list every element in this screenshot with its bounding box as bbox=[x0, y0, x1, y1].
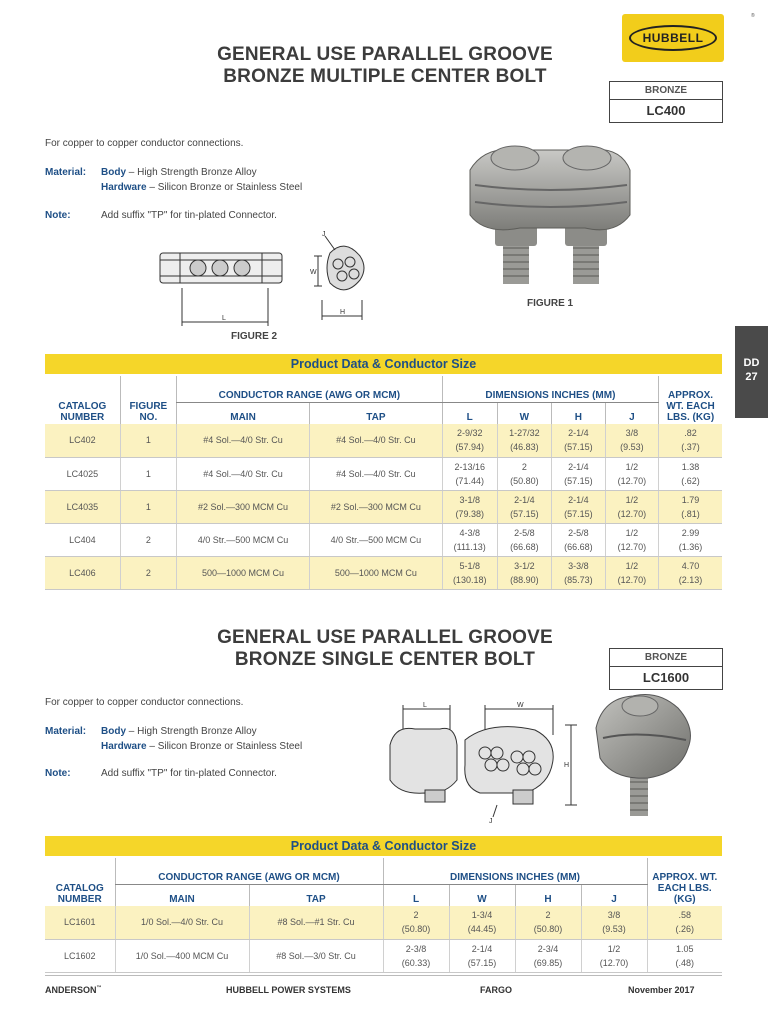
logo-oval bbox=[629, 25, 717, 51]
section2-code-box bbox=[609, 648, 723, 690]
dim-l-cell-inches: 2-13/16 bbox=[454, 461, 485, 472]
header-catalog: CATALOG NUMBER bbox=[58, 401, 107, 423]
figure2-drawing bbox=[150, 228, 380, 333]
main-range-cell: #4 Sol.—4/0 Str. Cu bbox=[177, 457, 310, 490]
main-range-cell: #4 Sol.—4/0 Str. Cu bbox=[177, 424, 310, 457]
section2-hardware-line bbox=[101, 741, 302, 752]
section2-code-label: BRONZE bbox=[610, 649, 722, 667]
header-h: H bbox=[552, 402, 606, 424]
weight-cell bbox=[659, 556, 722, 589]
dim-w-cell-inches: 3-1/2 bbox=[514, 560, 535, 571]
section1-note-text: Add suffix "TP" for tin-plated Connector. bbox=[101, 210, 277, 221]
s2-header-main: MAIN bbox=[115, 884, 249, 906]
dim-l-cell-metric: (130.18) bbox=[452, 574, 487, 585]
weight-cell bbox=[647, 939, 722, 972]
dim-h-cell-inches: 2 bbox=[545, 910, 551, 921]
dim-j-cell-metric: (12.70) bbox=[617, 508, 647, 519]
tap-range-cell: #8 Sol.—3/0 Str. Cu bbox=[249, 939, 383, 972]
header-weight: APPROX. WT. EACH LBS. (KG) bbox=[659, 376, 722, 424]
dim-h-cell-metric: (85.73) bbox=[564, 574, 593, 585]
dim-w-cell-metric: (44.45) bbox=[467, 924, 497, 935]
dim-l-cell-inches: 2-9/32 bbox=[456, 428, 483, 439]
figure-number-cell: 1 bbox=[120, 457, 176, 490]
section2-body-text: – High Strength Bronze Alloy bbox=[126, 726, 257, 737]
section-tab[interactable] bbox=[735, 326, 768, 418]
dim-h-cell bbox=[552, 490, 606, 523]
section1-body-text: – High Strength Bronze Alloy bbox=[126, 167, 257, 178]
dim-l-cell bbox=[442, 457, 497, 490]
section2-body-line bbox=[101, 726, 257, 737]
footer-fargo: FARGO bbox=[480, 985, 513, 995]
s2-header-weight: APPROX. WT. EACH LBS. (KG) bbox=[647, 858, 722, 906]
dim-w-cell bbox=[449, 939, 515, 972]
dim-l-cell-metric: (60.33) bbox=[401, 957, 431, 968]
section2-title bbox=[130, 627, 640, 671]
section2-note-text: Add suffix "TP" for tin-plated Connector. bbox=[101, 768, 277, 779]
dim-h-cell-inches: 3-3/8 bbox=[568, 560, 589, 571]
figure-number-cell: 2 bbox=[120, 556, 176, 589]
tap-range-cell: #4 Sol.—4/0 Str. Cu bbox=[310, 457, 443, 490]
dim-h-cell bbox=[552, 457, 606, 490]
section2-intro: For copper to copper conductor connections. bbox=[45, 697, 244, 708]
section1-table bbox=[45, 376, 722, 590]
header-dimensions: DIMENSIONS INCHES (MM) bbox=[442, 376, 658, 402]
header-main: MAIN bbox=[177, 402, 310, 424]
section2-table bbox=[45, 858, 722, 973]
single-bolt-label-h: H bbox=[564, 762, 570, 769]
table-row bbox=[45, 939, 722, 972]
dim-h-cell-metric: (50.80) bbox=[533, 924, 563, 935]
weight-cell-inches: 1.38 bbox=[681, 461, 700, 472]
section1-intro: For copper to copper conductor connections. bbox=[45, 138, 244, 149]
section1-title-line2: BRONZE MULTIPLE CENTER BOLT bbox=[223, 66, 547, 87]
dim-j-cell bbox=[605, 424, 659, 457]
section2-hardware-text: – Silicon Bronze or Stainless Steel bbox=[146, 741, 303, 752]
dim-l-cell bbox=[442, 424, 497, 457]
s2-header-tap: TAP bbox=[249, 884, 383, 906]
dim-j-cell-inches: 1/2 bbox=[625, 560, 639, 571]
dim-l-cell-metric: (71.44) bbox=[455, 475, 484, 486]
dim-l-cell-metric: (111.13) bbox=[453, 541, 486, 552]
dim-h-cell bbox=[515, 939, 581, 972]
tap-range-cell: #2 Sol.—300 MCM Cu bbox=[310, 490, 443, 523]
weight-cell bbox=[659, 490, 722, 523]
s2-header-conductor: CONDUCTOR RANGE (AWG OR MCM) bbox=[115, 858, 383, 884]
dim-l-cell-inches: 2 bbox=[413, 910, 419, 921]
weight-cell-metric: (.62) bbox=[681, 475, 700, 486]
footer-divider bbox=[45, 975, 722, 976]
dim-h-cell-metric: (57.15) bbox=[564, 508, 593, 519]
single-bolt-label-l: L bbox=[423, 702, 427, 709]
dim-j-cell-inches: 1/2 bbox=[607, 943, 621, 954]
section1-code: LC400 bbox=[646, 103, 686, 118]
weight-cell-metric: (.26) bbox=[675, 924, 694, 935]
footer-anderson-tm: ™ bbox=[96, 985, 102, 991]
figure2-label-j: J bbox=[322, 231, 326, 238]
weight-cell-metric: (.48) bbox=[675, 957, 694, 968]
dim-w-cell bbox=[497, 457, 551, 490]
section1-title bbox=[130, 44, 640, 88]
section2-title-line1: GENERAL USE PARALLEL GROOVE bbox=[217, 627, 553, 648]
dim-w-cell bbox=[497, 490, 551, 523]
dim-w-cell bbox=[497, 424, 551, 457]
section1-material-label: Material: bbox=[45, 167, 87, 178]
catalog-number-cell: LC4035 bbox=[45, 490, 120, 523]
section2-hardware-label: Hardware bbox=[101, 741, 147, 752]
single-bolt-photo bbox=[588, 688, 700, 820]
dim-w-cell-metric: (88.90) bbox=[510, 574, 539, 585]
weight-cell-metric: (.37) bbox=[681, 442, 700, 453]
weight-cell bbox=[659, 424, 722, 457]
weight-cell-metric: (2.13) bbox=[678, 574, 703, 585]
dim-w-cell-inches: 1-27/32 bbox=[509, 428, 540, 439]
figure-number-cell: 1 bbox=[120, 490, 176, 523]
weight-cell-inches: .58 bbox=[678, 910, 691, 921]
dim-h-cell-inches: 2-1/4 bbox=[568, 494, 589, 505]
section2-body-label: Body bbox=[101, 726, 126, 737]
dim-l-cell-metric: (79.38) bbox=[455, 508, 484, 519]
catalog-number-cell: LC4025 bbox=[45, 457, 120, 490]
weight-cell-inches: 1.05 bbox=[675, 943, 694, 954]
dim-j-cell-metric: (12.70) bbox=[599, 957, 629, 968]
dim-w-cell-inches: 2-5/8 bbox=[514, 527, 535, 538]
header-w: W bbox=[497, 402, 551, 424]
dim-h-cell-metric: (69.85) bbox=[533, 957, 563, 968]
dim-w-cell-inches: 2-1/4 bbox=[514, 494, 535, 505]
dim-w-cell-metric: (57.15) bbox=[510, 508, 539, 519]
dim-w-cell bbox=[449, 906, 515, 939]
tap-range-cell: 500—1000 MCM Cu bbox=[310, 556, 443, 589]
section2-note-label: Note: bbox=[45, 768, 71, 779]
section1-code-label: BRONZE bbox=[610, 82, 722, 100]
dim-l-cell-metric: (50.80) bbox=[401, 924, 431, 935]
section2-material-label: Material: bbox=[45, 726, 87, 737]
section2-title-line2: BRONZE SINGLE CENTER BOLT bbox=[234, 649, 536, 670]
s2-header-l: L bbox=[383, 884, 449, 906]
dim-h-cell-inches: 2-5/8 bbox=[568, 527, 589, 538]
section1-hardware-text: – Silicon Bronze or Stainless Steel bbox=[146, 182, 303, 193]
section1-note-label: Note: bbox=[45, 210, 71, 221]
dim-j-cell bbox=[581, 939, 647, 972]
footer-date: November 2017 bbox=[628, 985, 695, 995]
dim-l-cell bbox=[442, 490, 497, 523]
dim-j-cell bbox=[605, 556, 659, 589]
tap-range-cell: #8 Sol.—#1 Str. Cu bbox=[249, 906, 383, 939]
dim-w-cell-metric: (46.83) bbox=[510, 442, 539, 453]
main-range-cell: #2 Sol.—300 MCM Cu bbox=[177, 490, 310, 523]
dim-w-cell bbox=[497, 523, 551, 556]
table-row bbox=[45, 490, 722, 523]
dim-j-cell-metric: (12.70) bbox=[617, 574, 647, 585]
figure2-label-w: W bbox=[310, 269, 317, 276]
dim-h-cell bbox=[515, 906, 581, 939]
dim-w-cell-metric: (66.68) bbox=[510, 541, 539, 552]
dim-l-cell-inches: 3-1/8 bbox=[459, 494, 480, 505]
main-range-cell: 500—1000 MCM Cu bbox=[177, 556, 310, 589]
dim-j-cell-inches: 1/2 bbox=[625, 527, 639, 538]
weight-cell-metric: (.81) bbox=[681, 508, 700, 519]
table-row bbox=[45, 556, 722, 589]
table-row bbox=[45, 906, 722, 939]
logo-text: HUBBELL bbox=[642, 31, 704, 45]
main-range-cell: 1/0 Sol.—4/0 Str. Cu bbox=[115, 906, 249, 939]
weight-cell bbox=[647, 906, 722, 939]
weight-cell-inches: 1.79 bbox=[681, 494, 700, 505]
section1-code-box bbox=[609, 81, 723, 123]
table-row bbox=[45, 457, 722, 490]
weight-cell-inches: .82 bbox=[684, 428, 697, 439]
single-bolt-label-j: J bbox=[489, 818, 493, 825]
dim-l-cell-inches: 2-3/8 bbox=[405, 943, 427, 954]
footer-anderson-text: ANDERSON bbox=[45, 985, 97, 995]
s2-header-dimensions: DIMENSIONS INCHES (MM) bbox=[383, 858, 647, 884]
main-range-cell: 1/0 Sol.—400 MCM Cu bbox=[115, 939, 249, 972]
dim-w-cell-metric: (57.15) bbox=[467, 957, 497, 968]
catalog-number-cell: LC404 bbox=[45, 523, 120, 556]
dim-w-cell-metric: (50.80) bbox=[510, 475, 539, 486]
dim-l-cell bbox=[442, 556, 497, 589]
figure-number-cell: 2 bbox=[120, 523, 176, 556]
section1-banner: Product Data & Conductor Size bbox=[45, 354, 722, 374]
footer-anderson bbox=[45, 985, 102, 995]
header-tap: TAP bbox=[310, 402, 443, 424]
section1-body-line bbox=[101, 167, 257, 178]
dim-l-cell-inches: 4-3/8 bbox=[459, 527, 480, 538]
figure1-photo bbox=[465, 140, 635, 288]
dim-j-cell-inches: 3/8 bbox=[625, 428, 639, 439]
single-bolt-drawing bbox=[385, 695, 580, 825]
dim-l-cell-metric: (57.94) bbox=[455, 442, 484, 453]
single-bolt-label-w: W bbox=[517, 702, 524, 709]
weight-cell bbox=[659, 457, 722, 490]
dim-w-cell-inches: 2 bbox=[521, 461, 527, 472]
section2-code: LC1600 bbox=[642, 670, 690, 685]
header-l: L bbox=[442, 402, 497, 424]
registered-mark: ® bbox=[751, 13, 755, 19]
dim-w-cell-inches: 1-3/4 bbox=[471, 910, 493, 921]
dim-j-cell bbox=[581, 906, 647, 939]
s2-header-j: J bbox=[581, 884, 647, 906]
dim-j-cell bbox=[605, 490, 659, 523]
dim-h-cell bbox=[552, 556, 606, 589]
catalog-number-cell: LC402 bbox=[45, 424, 120, 457]
section1-body-label: Body bbox=[101, 167, 126, 178]
dim-j-cell-metric: (12.70) bbox=[617, 475, 647, 486]
dim-h-cell-metric: (57.15) bbox=[564, 475, 593, 486]
dim-l-cell bbox=[442, 523, 497, 556]
tap-range-cell: 4/0 Str.—500 MCM Cu bbox=[310, 523, 443, 556]
dim-l-cell-inches: 5-1/8 bbox=[459, 560, 480, 571]
dim-h-cell-inches: 2-3/4 bbox=[537, 943, 559, 954]
dim-j-cell-metric: (12.70) bbox=[617, 541, 647, 552]
figure2-label-h: H bbox=[340, 309, 346, 316]
section-tab-line1: DD bbox=[743, 357, 760, 369]
dim-h-cell bbox=[552, 424, 606, 457]
dim-j-cell-inches: 1/2 bbox=[625, 494, 639, 505]
section1-hardware-line bbox=[101, 182, 302, 193]
header-conductor: CONDUCTOR RANGE (AWG OR MCM) bbox=[177, 376, 443, 402]
dim-w-cell-inches: 2-1/4 bbox=[471, 943, 493, 954]
s2-header-h: H bbox=[515, 884, 581, 906]
dim-h-cell-metric: (57.15) bbox=[564, 442, 593, 453]
dim-h-cell-inches: 2-1/4 bbox=[568, 461, 589, 472]
dim-h-cell bbox=[552, 523, 606, 556]
dim-j-cell-inches: 3/8 bbox=[607, 910, 621, 921]
section1-title-line1: GENERAL USE PARALLEL GROOVE bbox=[217, 44, 553, 65]
dim-j-cell bbox=[605, 457, 659, 490]
s2-header-w: W bbox=[449, 884, 515, 906]
dim-j-cell bbox=[605, 523, 659, 556]
dim-j-cell-metric: (9.53) bbox=[602, 924, 626, 935]
figure2-caption: FIGURE 2 bbox=[231, 331, 278, 342]
weight-cell-metric: (1.36) bbox=[678, 541, 703, 552]
figure2-label-l: L bbox=[222, 315, 226, 322]
dim-j-cell-metric: (9.53) bbox=[620, 442, 644, 453]
catalog-number-cell: LC1602 bbox=[45, 939, 115, 972]
section-tab-line2: 27 bbox=[745, 371, 758, 383]
section2-banner: Product Data & Conductor Size bbox=[45, 836, 722, 856]
dim-j-cell-inches: 1/2 bbox=[625, 461, 639, 472]
figure-number-cell: 1 bbox=[120, 424, 176, 457]
catalog-number-cell: LC406 bbox=[45, 556, 120, 589]
dim-h-cell-metric: (66.68) bbox=[564, 541, 593, 552]
table-row bbox=[45, 424, 722, 457]
header-j: J bbox=[605, 402, 659, 424]
weight-cell-inches: 4.70 bbox=[681, 560, 700, 571]
main-range-cell: 4/0 Str.—500 MCM Cu bbox=[177, 523, 310, 556]
table-row bbox=[45, 523, 722, 556]
dim-l-cell bbox=[383, 906, 449, 939]
dim-l-cell bbox=[383, 939, 449, 972]
footer-hubbell-power-systems: HUBBELL POWER SYSTEMS bbox=[226, 985, 351, 995]
dim-w-cell bbox=[497, 556, 551, 589]
catalog-number-cell: LC1601 bbox=[45, 906, 115, 939]
figure1-caption: FIGURE 1 bbox=[527, 298, 574, 309]
tap-range-cell: #4 Sol.—4/0 Str. Cu bbox=[310, 424, 443, 457]
weight-cell bbox=[659, 523, 722, 556]
section1-hardware-label: Hardware bbox=[101, 182, 147, 193]
s2-header-catalog: CATALOG NUMBER bbox=[55, 883, 104, 905]
header-figure: FIGURE NO. bbox=[120, 376, 176, 424]
weight-cell-inches: 2.99 bbox=[681, 527, 700, 538]
dim-h-cell-inches: 2-1/4 bbox=[568, 428, 589, 439]
